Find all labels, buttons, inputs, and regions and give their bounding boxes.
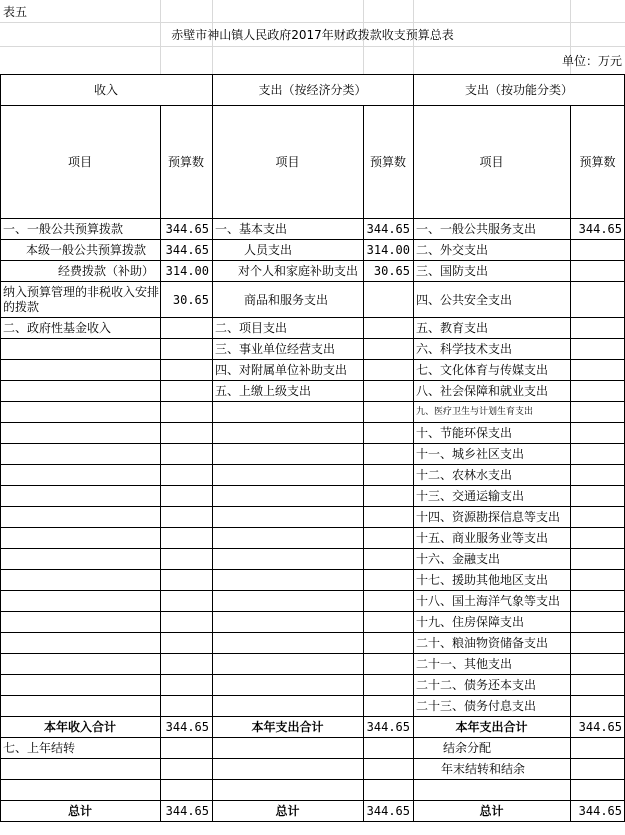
income-item-cell bbox=[0, 696, 160, 717]
income-budget-cell bbox=[160, 318, 212, 339]
table-border bbox=[0, 338, 625, 339]
econ-item-cell bbox=[212, 444, 363, 465]
func-budget-cell bbox=[570, 549, 625, 570]
table-border bbox=[0, 632, 625, 633]
income-item-cell: 纳入预算管理的非税收入安排的拨款 bbox=[3, 285, 160, 314]
econ-subtotal-value: 344.65 bbox=[366, 720, 410, 734]
func-item-cell: 三、国防支出 bbox=[416, 264, 489, 278]
func-budget-cell bbox=[570, 423, 625, 444]
func-budget-cell bbox=[570, 591, 625, 612]
econ-item-cell bbox=[212, 423, 363, 444]
table-border bbox=[0, 218, 625, 219]
income-item-cell bbox=[0, 675, 160, 696]
func-subtotal-label: 本年支出合计 bbox=[455, 720, 528, 734]
econ-budget-cell bbox=[363, 360, 413, 381]
econ-budget-cell bbox=[363, 402, 413, 423]
income-item-cell bbox=[0, 654, 160, 675]
econ-item-cell: 人员支出 bbox=[244, 243, 293, 257]
col-header-income-item: 项目 bbox=[67, 154, 92, 169]
func-budget-cell bbox=[570, 282, 625, 318]
func-item-cell: 十七、援助其他地区支出 bbox=[416, 573, 549, 587]
table-border bbox=[212, 74, 213, 821]
econ-item-cell: 对个人和家庭补助支出 bbox=[238, 264, 359, 278]
econ-item-cell bbox=[212, 696, 363, 717]
table-border bbox=[0, 105, 625, 106]
econ-budget-cell bbox=[363, 633, 413, 654]
func-budget-cell bbox=[570, 570, 625, 591]
table-border bbox=[0, 695, 625, 696]
unit-label: 单位：万元 bbox=[561, 53, 622, 68]
table-border bbox=[0, 422, 625, 423]
func-item-cell: 十六、金融支出 bbox=[416, 552, 501, 566]
income-total-value: 344.65 bbox=[165, 803, 209, 818]
income-budget-cell bbox=[160, 486, 212, 507]
table-border bbox=[413, 74, 414, 821]
econ-budget-cell bbox=[363, 507, 413, 528]
table-border bbox=[0, 443, 625, 444]
econ-budget-cell bbox=[363, 318, 413, 339]
table-border bbox=[160, 105, 161, 821]
func-budget-cell bbox=[570, 528, 625, 549]
income-budget-cell bbox=[160, 549, 212, 570]
income-item-cell: 七、上年结转 bbox=[3, 741, 76, 755]
income-item-cell bbox=[0, 444, 160, 465]
econ-subtotal-label: 本年支出合计 bbox=[251, 720, 324, 734]
income-item-cell bbox=[0, 528, 160, 549]
table-border bbox=[0, 506, 625, 507]
income-item-cell bbox=[0, 423, 160, 444]
group-header-expense-econ: 支出（按经济分类） bbox=[258, 82, 367, 97]
econ-budget-cell bbox=[363, 570, 413, 591]
func-item-cell: 六、科学技术支出 bbox=[416, 342, 513, 356]
col-header-func-item: 项目 bbox=[479, 154, 504, 169]
econ-item-cell bbox=[212, 486, 363, 507]
econ-budget-cell bbox=[363, 486, 413, 507]
income-item-cell bbox=[0, 465, 160, 486]
func-item-cell: 一、一般公共服务支出 bbox=[416, 222, 537, 236]
income-item-cell bbox=[0, 381, 160, 402]
func-item-cell: 结余分配 bbox=[443, 741, 492, 755]
gridline bbox=[0, 46, 625, 47]
table-border bbox=[0, 527, 625, 528]
econ-item-cell bbox=[212, 549, 363, 570]
income-item-cell bbox=[0, 486, 160, 507]
table-border bbox=[0, 317, 625, 318]
econ-total-label: 总计 bbox=[275, 803, 300, 818]
income-item-cell: 本级一般公共预算拨款 bbox=[26, 243, 147, 257]
func-item-cell: 八、社会保障和就业支出 bbox=[416, 384, 549, 398]
func-budget-cell bbox=[570, 507, 625, 528]
econ-item-cell bbox=[212, 675, 363, 696]
func-budget-cell bbox=[570, 654, 625, 675]
econ-budget-cell bbox=[363, 381, 413, 402]
econ-item-cell bbox=[212, 612, 363, 633]
income-subtotal-value: 344.65 bbox=[165, 720, 209, 734]
econ-budget-cell: 30.65 bbox=[373, 264, 410, 278]
econ-item-cell: 三、事业单位经营支出 bbox=[215, 342, 336, 356]
col-header-income-budget: 预算数 bbox=[167, 154, 204, 169]
econ-item-cell: 四、对附属单位补助支出 bbox=[215, 363, 348, 377]
econ-budget-cell bbox=[363, 654, 413, 675]
income-item-cell: 二、政府性基金收入 bbox=[3, 321, 112, 335]
table-border bbox=[0, 821, 625, 822]
group-header-expense-func: 支出（按功能分类） bbox=[464, 82, 573, 97]
func-item-cell: 七、文化体育与传媒支出 bbox=[416, 363, 549, 377]
table-border bbox=[0, 779, 625, 780]
func-item-cell: 十三、交通运输支出 bbox=[416, 489, 525, 503]
func-item-cell: 五、教育支出 bbox=[416, 321, 489, 335]
income-total-label: 总计 bbox=[67, 803, 92, 818]
income-budget-cell: 314.00 bbox=[165, 264, 209, 278]
func-subtotal-value: 344.65 bbox=[578, 720, 622, 734]
income-budget-cell bbox=[160, 444, 212, 465]
col-header-econ-budget: 预算数 bbox=[369, 154, 406, 169]
func-item-cell: 九、医疗卫生与计划生育支出 bbox=[416, 407, 534, 417]
econ-item-cell bbox=[212, 507, 363, 528]
func-budget-cell bbox=[570, 339, 625, 360]
table-border bbox=[0, 569, 625, 570]
table-border bbox=[0, 674, 625, 675]
income-budget-cell bbox=[160, 654, 212, 675]
func-item-cell: 二十三、债务付息支出 bbox=[416, 699, 537, 713]
func-budget-cell bbox=[570, 360, 625, 381]
col-header-func-budget: 预算数 bbox=[579, 154, 616, 169]
econ-item-cell bbox=[212, 570, 363, 591]
econ-budget-cell bbox=[363, 696, 413, 717]
econ-budget-cell bbox=[363, 675, 413, 696]
income-item-cell: 经费拨款（补助） bbox=[57, 264, 154, 278]
func-budget-cell bbox=[570, 444, 625, 465]
income-budget-cell: 344.65 bbox=[165, 222, 209, 236]
func-budget-cell bbox=[570, 486, 625, 507]
func-item-cell: 十九、住房保障支出 bbox=[416, 615, 525, 629]
table-border bbox=[0, 653, 625, 654]
econ-item-cell bbox=[212, 402, 363, 423]
func-budget-cell bbox=[570, 402, 625, 423]
func-budget-cell bbox=[570, 633, 625, 654]
func-item-cell: 十四、资源勘探信息等支出 bbox=[416, 510, 561, 524]
econ-budget-cell: 344.65 bbox=[366, 222, 410, 236]
func-budget-cell bbox=[570, 465, 625, 486]
table-border bbox=[0, 464, 625, 465]
econ-item-cell bbox=[212, 465, 363, 486]
income-budget-cell bbox=[160, 360, 212, 381]
func-item-cell: 十五、商业服务业等支出 bbox=[416, 531, 549, 545]
table-border bbox=[0, 239, 625, 240]
func-item-cell: 二、外交支出 bbox=[416, 243, 489, 257]
table-border bbox=[0, 800, 625, 801]
sheet-label: 表五 bbox=[3, 4, 28, 19]
table-border bbox=[0, 74, 1, 821]
income-item-cell bbox=[0, 633, 160, 654]
table-border bbox=[0, 548, 625, 549]
income-budget-cell bbox=[160, 675, 212, 696]
income-item-cell bbox=[0, 549, 160, 570]
econ-budget-cell: 314.00 bbox=[366, 243, 410, 257]
income-budget-cell bbox=[160, 381, 212, 402]
econ-budget-cell bbox=[363, 465, 413, 486]
income-subtotal-label: 本年收入合计 bbox=[43, 720, 116, 734]
income-budget-cell: 344.65 bbox=[165, 243, 209, 257]
econ-item-cell: 五、上缴上级支出 bbox=[215, 384, 312, 398]
income-budget-cell bbox=[160, 465, 212, 486]
econ-item-cell: 二、项目支出 bbox=[215, 321, 288, 335]
func-budget-cell bbox=[570, 261, 625, 282]
table-border bbox=[0, 758, 625, 759]
econ-budget-cell bbox=[363, 549, 413, 570]
econ-budget-cell bbox=[363, 612, 413, 633]
func-item-cell: 二十一、其他支出 bbox=[416, 657, 513, 671]
func-total-label: 总计 bbox=[479, 803, 504, 818]
income-item-cell bbox=[0, 339, 160, 360]
income-budget-cell: 30.65 bbox=[172, 292, 209, 307]
income-budget-cell bbox=[160, 612, 212, 633]
income-item-cell bbox=[0, 612, 160, 633]
table-border bbox=[0, 281, 625, 282]
func-item-cell: 十二、农林水支出 bbox=[416, 468, 513, 482]
table-border bbox=[0, 380, 625, 381]
income-budget-cell bbox=[160, 339, 212, 360]
func-item-cell: 十八、国土海洋气象等支出 bbox=[416, 594, 561, 608]
func-item-cell: 十一、城乡社区支出 bbox=[416, 447, 525, 461]
income-item-cell bbox=[0, 507, 160, 528]
econ-total-value: 344.65 bbox=[366, 803, 410, 818]
econ-item-cell bbox=[212, 633, 363, 654]
func-budget-cell bbox=[570, 612, 625, 633]
income-item-cell bbox=[0, 360, 160, 381]
income-budget-cell bbox=[160, 507, 212, 528]
table-border bbox=[0, 716, 625, 717]
income-item-cell bbox=[0, 591, 160, 612]
col-header-econ-item: 项目 bbox=[275, 154, 300, 169]
func-item-cell: 二十、粮油物资储备支出 bbox=[416, 636, 549, 650]
income-item-cell bbox=[0, 402, 160, 423]
income-budget-cell bbox=[160, 528, 212, 549]
func-item-cell: 年末结转和结余 bbox=[441, 762, 526, 776]
econ-budget-cell bbox=[363, 591, 413, 612]
econ-budget-cell bbox=[363, 282, 413, 318]
econ-item-cell: 一、基本支出 bbox=[215, 222, 288, 236]
income-item-cell bbox=[0, 570, 160, 591]
econ-item-cell bbox=[212, 528, 363, 549]
econ-budget-cell bbox=[363, 423, 413, 444]
func-budget-cell bbox=[570, 675, 625, 696]
func-budget-cell bbox=[570, 318, 625, 339]
econ-budget-cell bbox=[363, 339, 413, 360]
income-budget-cell bbox=[160, 570, 212, 591]
table-border bbox=[0, 485, 625, 486]
income-budget-cell bbox=[160, 633, 212, 654]
func-budget-cell bbox=[570, 696, 625, 717]
econ-budget-cell bbox=[363, 444, 413, 465]
table-border bbox=[0, 611, 625, 612]
gridline bbox=[0, 22, 625, 23]
func-item-cell: 十、节能环保支出 bbox=[416, 426, 513, 440]
func-total-value: 344.65 bbox=[578, 803, 622, 818]
table-border bbox=[0, 737, 625, 738]
econ-item-cell bbox=[212, 591, 363, 612]
income-item-cell bbox=[0, 759, 160, 780]
table-border bbox=[0, 359, 625, 360]
table-border bbox=[0, 401, 625, 402]
income-budget-cell bbox=[160, 696, 212, 717]
income-item-cell: 一、一般公共预算拨款 bbox=[3, 222, 124, 236]
table-border bbox=[570, 105, 571, 821]
func-budget-cell bbox=[570, 381, 625, 402]
group-header-income: 收入 bbox=[93, 82, 118, 97]
income-budget-cell bbox=[160, 423, 212, 444]
table-border bbox=[363, 105, 364, 821]
table-border bbox=[0, 260, 625, 261]
econ-item-cell bbox=[212, 654, 363, 675]
table-title: 赤壁市神山镇人民政府2017年财政拨款收支预算总表 bbox=[171, 27, 454, 42]
income-budget-cell bbox=[160, 402, 212, 423]
table-border bbox=[0, 74, 625, 75]
econ-item-cell: 商品和服务支出 bbox=[244, 292, 329, 307]
func-item-cell: 四、公共安全支出 bbox=[416, 292, 513, 307]
func-budget-cell: 344.65 bbox=[578, 222, 622, 236]
func-item-cell: 二十二、债务还本支出 bbox=[416, 678, 537, 692]
econ-budget-cell bbox=[363, 528, 413, 549]
income-budget-cell bbox=[160, 591, 212, 612]
func-budget-cell bbox=[570, 240, 625, 261]
table-border bbox=[0, 590, 625, 591]
